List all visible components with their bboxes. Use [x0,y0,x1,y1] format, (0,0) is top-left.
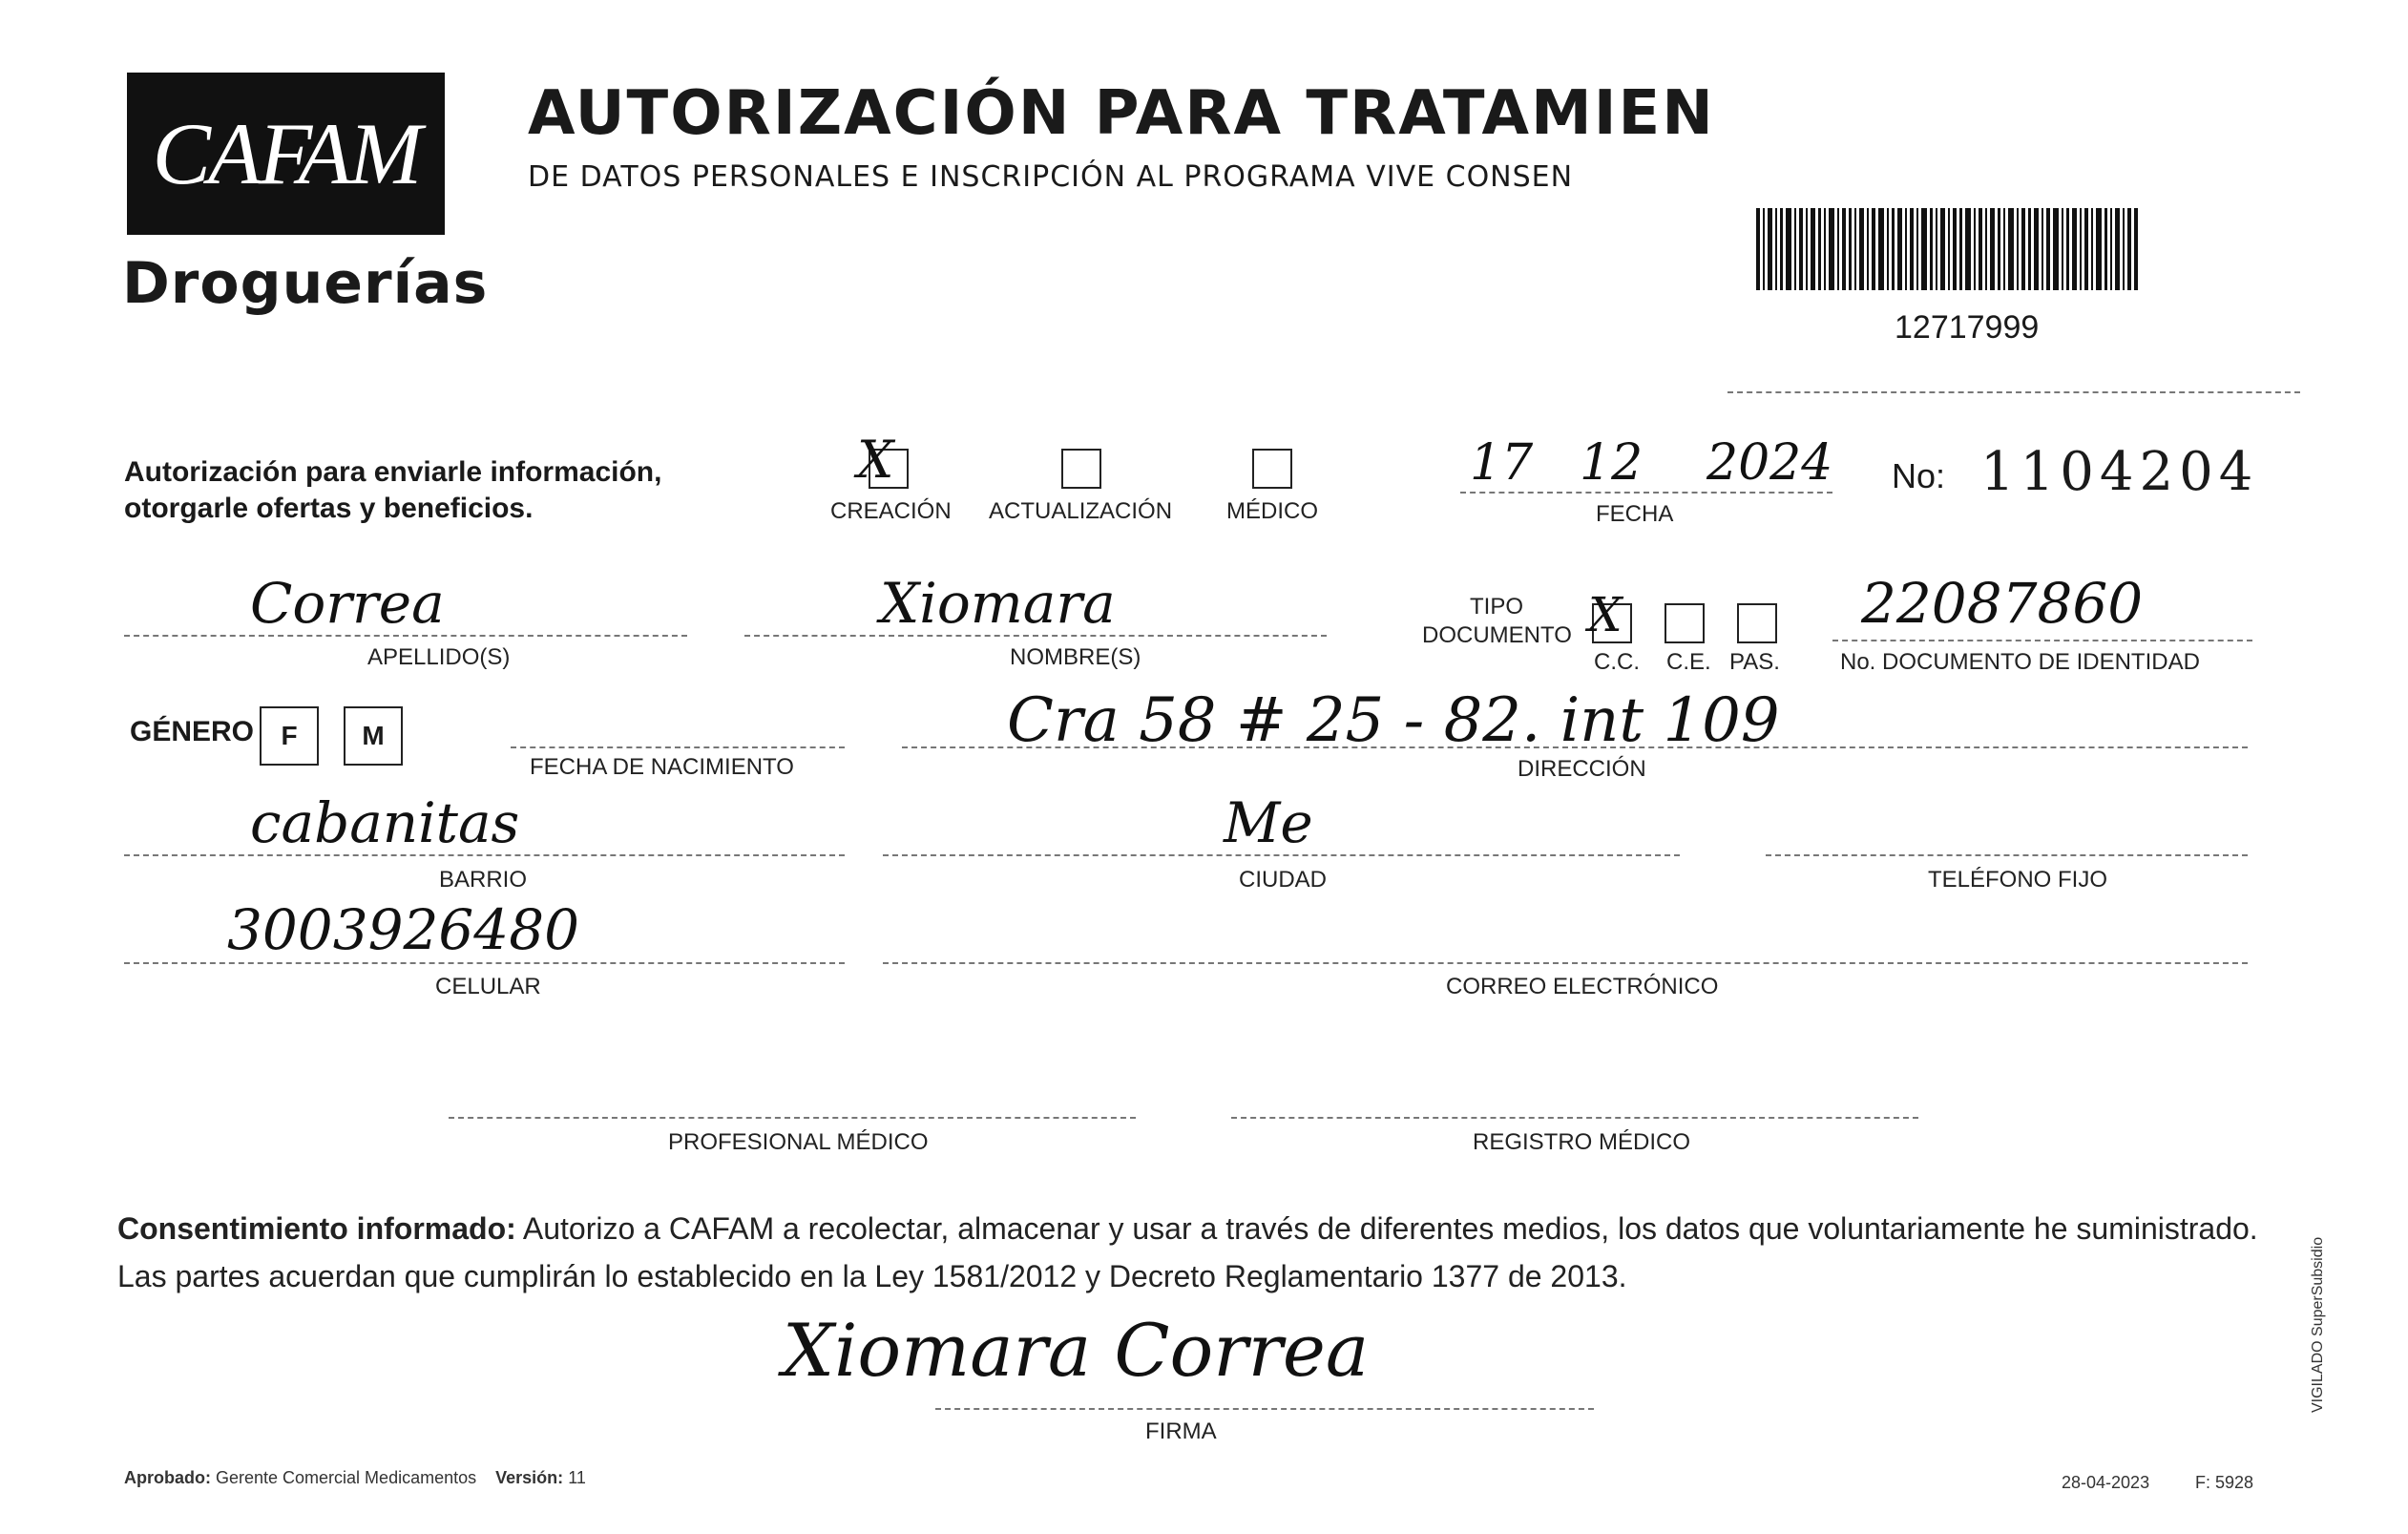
nacimiento-line [511,746,845,748]
ciudad-line [883,854,1680,856]
apellido-label: APELLIDO(S) [367,644,511,670]
date-line [1460,492,1832,494]
genero-label: GÉNERO [130,716,255,747]
document-number-value[interactable]: 22087860 [1861,571,2144,636]
document-line [1832,640,2252,641]
genero-f-box[interactable]: F [260,706,319,766]
brand-subtitle: Droguerías [122,250,489,317]
correo-line [883,962,2248,964]
header-divider [1727,391,2300,393]
barcode-number: 12717999 [1895,309,2040,346]
date-label: FECHA [1596,501,1674,527]
consent-paragraph [117,1205,2274,1300]
barrio-label: BARRIO [439,867,528,893]
pas-label: PAS. [1729,649,1780,675]
telefono-line [1766,854,2248,856]
documento-label: DOCUMENTO [1422,622,1572,648]
signature-line [935,1408,1594,1410]
profesional-line [449,1117,1136,1119]
ce-checkbox[interactable] [1665,603,1705,643]
nombre-value[interactable]: Xiomara [880,571,1116,636]
direccion-line [902,746,2248,748]
celular-value[interactable]: 3003926480 [227,897,580,962]
direccion-label: DIRECCIÓN [1518,756,1646,782]
medico-checkbox[interactable] [1252,449,1292,489]
tipo-label: TIPO [1470,594,1524,620]
date-month-value[interactable]: 12 [1580,434,1644,492]
creacion-mark: X [857,430,894,490]
date-day-value[interactable]: 17 [1470,434,1534,492]
nacimiento-label: FECHA DE NACIMIENTO [530,754,794,780]
form-number: 1104204 [1980,441,2259,503]
aprobado-label: Aprobado: [124,1468,211,1487]
actualizacion-label: ACTUALIZACIÓN [989,498,1173,524]
auth-text-line2: otorgarle ofertas y beneficios. [124,493,534,524]
celular-label: CELULAR [435,974,541,999]
consent-lead: Consentimiento informado: [117,1211,516,1246]
apellido-line [124,635,687,637]
barrio-value[interactable]: cabanitas [250,790,520,855]
version-label: Versión: [495,1468,564,1487]
consent-text: Autorizo a CAFAM a recolectar, almacenar y usar a través de diferentes medios, los datos que voluntariamente he suministrado. Las partes acuerdan que cumplirán lo establecido en la Ley 1581/2012 y Decreto Reglamentario 1377 de 2013. [117,1211,2258,1293]
form-subtitle: DE DATOS PERSONALES E INSCRIPCIÓN AL PROGRAMA VIVE CONSEN [528,160,1574,194]
correo-label: CORREO ELECTRÓNICO [1446,974,1719,999]
cc-mark: X [1588,587,1623,642]
medico-label: MÉDICO [1226,498,1318,524]
genero-m-box[interactable]: M [344,706,403,766]
aprobado-value: Gerente Comercial Medicamentos [216,1468,477,1487]
cc-label: C.C. [1594,649,1640,675]
pas-checkbox[interactable] [1737,603,1777,643]
registro-line [1231,1117,1918,1119]
form-title: AUTORIZACIÓN PARA TRATAMIEN [528,78,1715,149]
nombre-line [744,635,1327,637]
telefono-label: TELÉFONO FIJO [1928,867,2108,893]
celular-line [124,962,845,964]
registro-label: REGISTRO MÉDICO [1473,1129,1691,1155]
footer-approved [124,1468,586,1488]
date-year-value[interactable]: 2024 [1707,434,1833,492]
footer-date-code: 28-04-2023 [2062,1473,2150,1492]
ciudad-value[interactable]: Me [1224,790,1313,855]
profesional-label: PROFESIONAL MÉDICO [668,1129,929,1155]
firma-label: FIRMA [1145,1418,1217,1444]
vigilado-text: VIGILADO SuperSubsidio [2310,1236,2326,1413]
auth-text-line1: Autorización para enviarle información, [124,456,662,488]
creacion-label: CREACIÓN [830,498,952,524]
no-label: No: [1892,456,1946,495]
ce-label: C.E. [1666,649,1711,675]
footer-form-code: F: 5928 [2195,1473,2254,1492]
nombre-label: NOMBRE(S) [1010,644,1141,670]
signature[interactable]: Xiomara Correa [783,1308,1370,1393]
direccion-value[interactable]: Cra 58 # 25 - 82. int 109 [1007,685,1780,756]
version-value: 11 [568,1468,586,1487]
barrio-line [124,854,845,856]
apellido-value[interactable]: Correa [250,571,445,636]
barcode-icon [1756,208,2138,290]
document-number-label: No. DOCUMENTO DE IDENTIDAD [1840,649,2200,675]
ciudad-label: CIUDAD [1239,867,1328,893]
cafam-logo: CAFAM [152,105,420,202]
actualizacion-checkbox[interactable] [1061,449,1101,489]
